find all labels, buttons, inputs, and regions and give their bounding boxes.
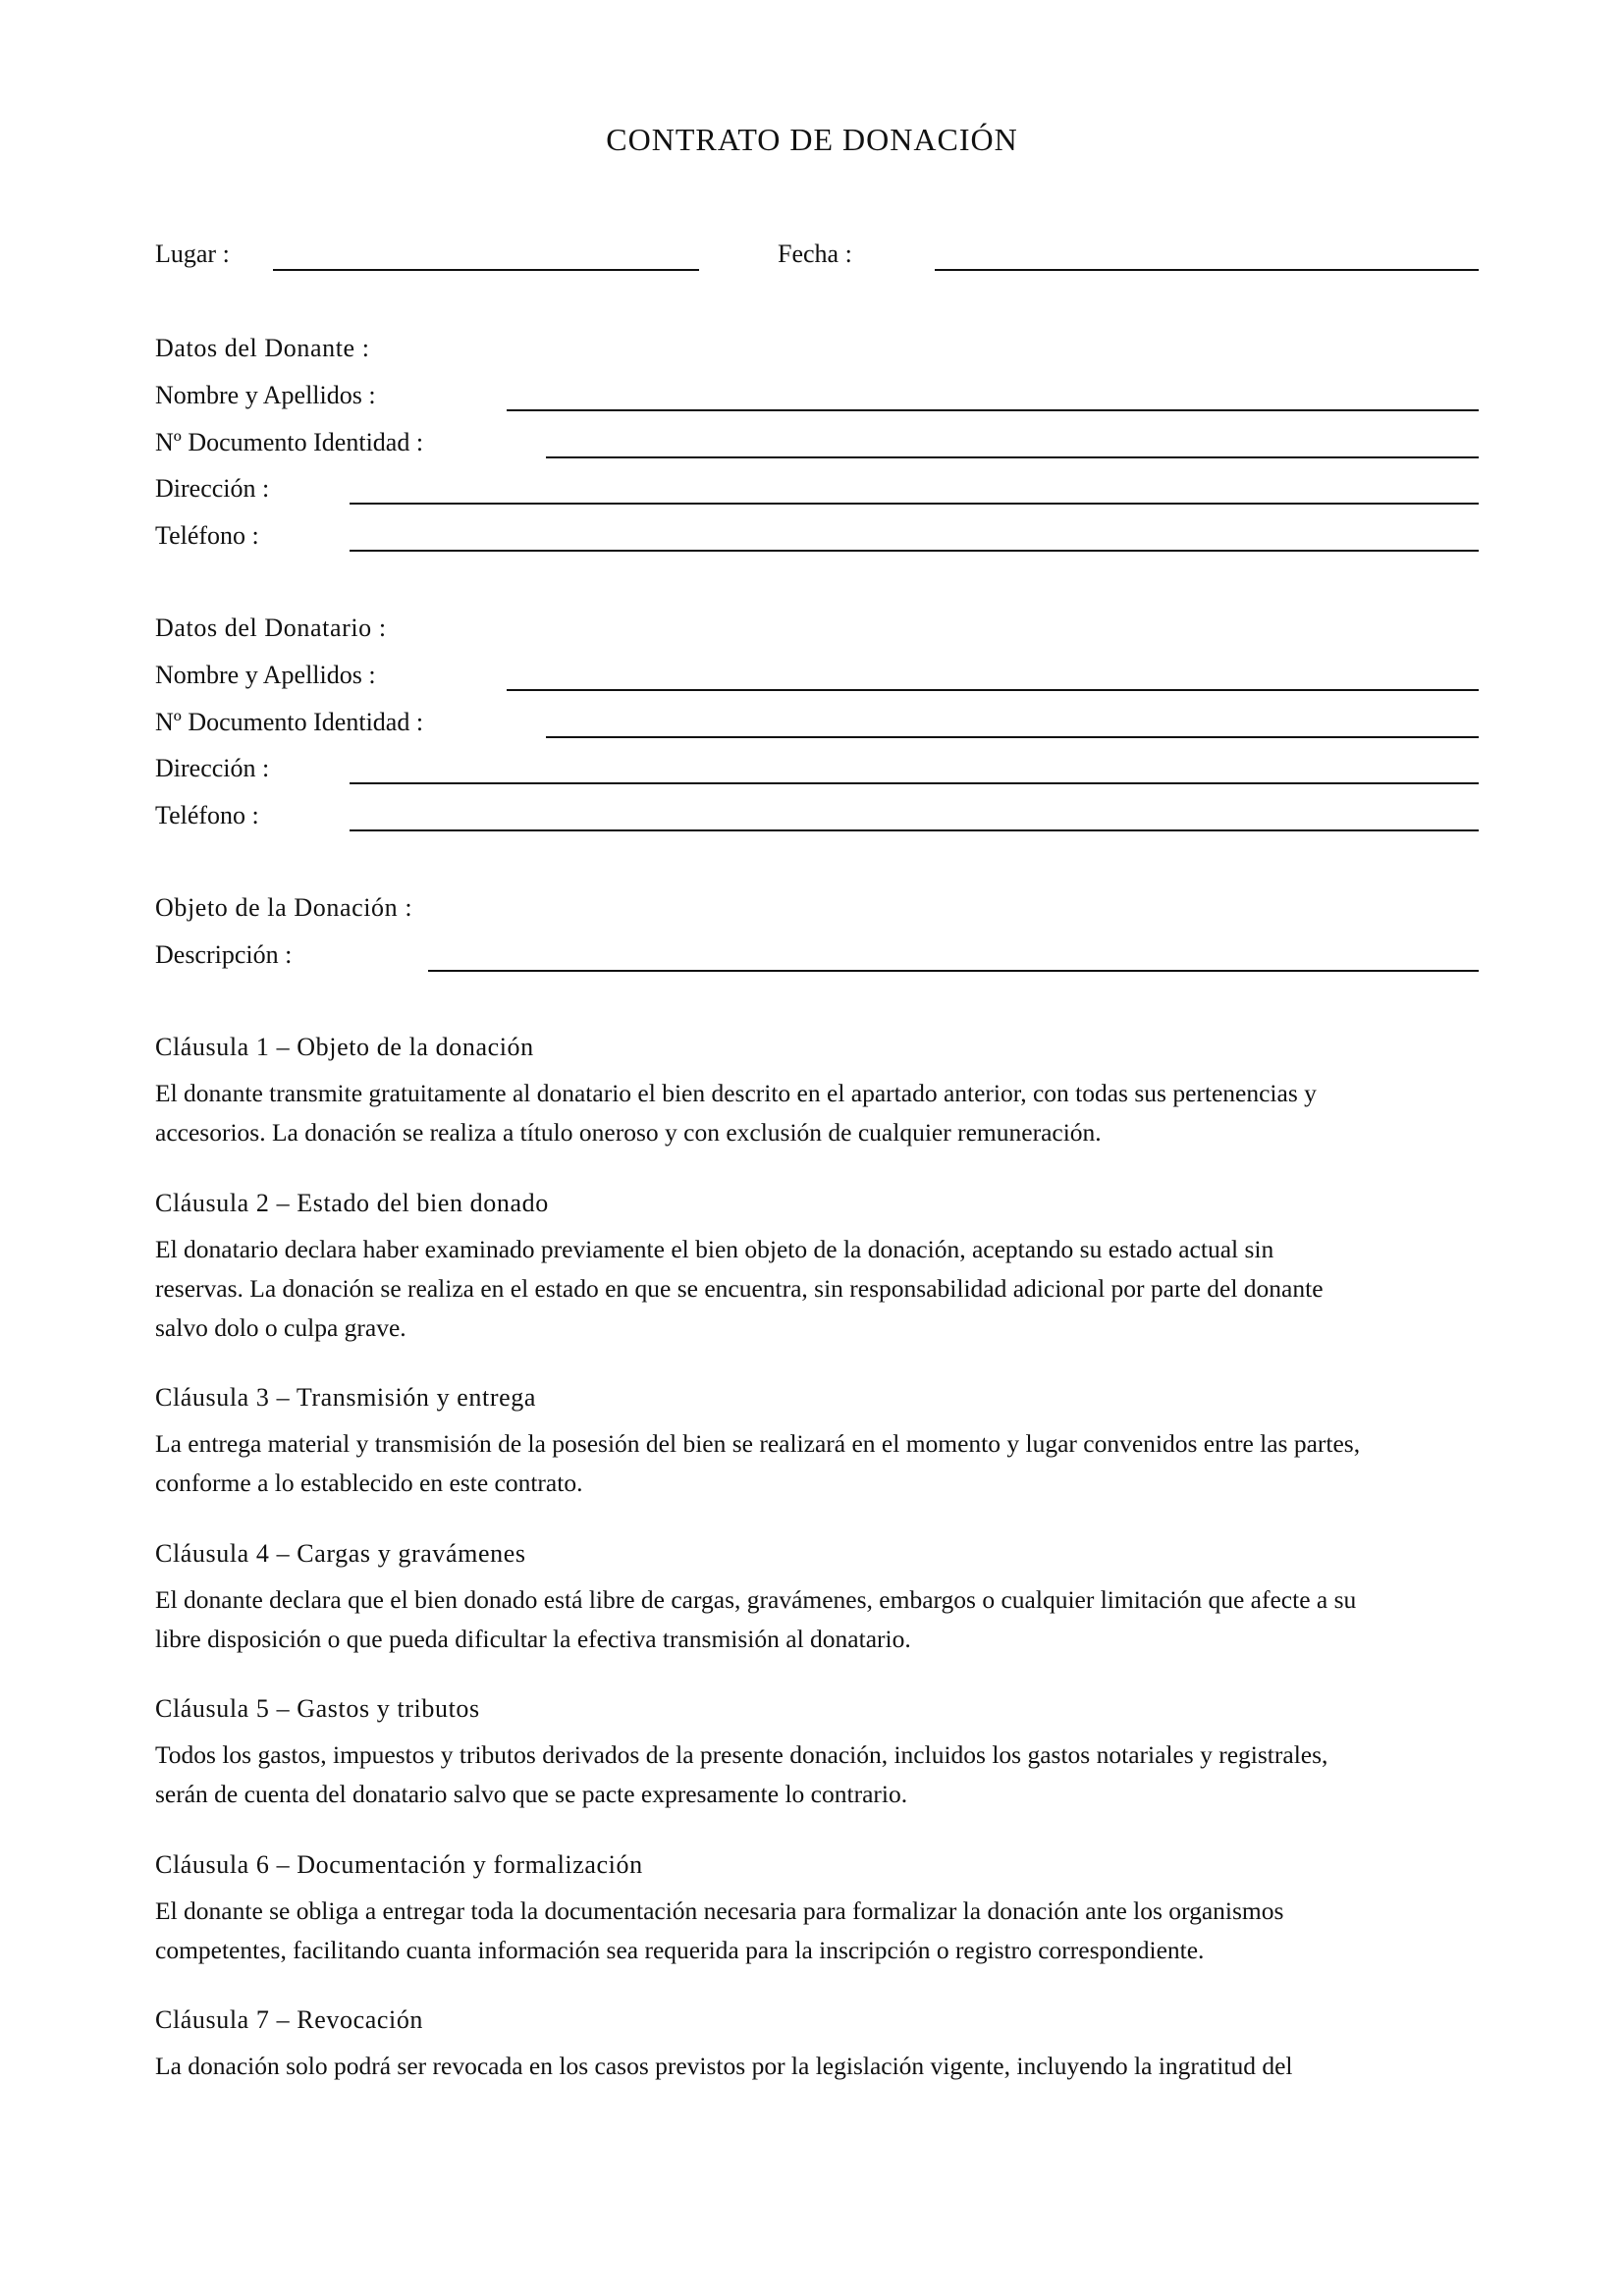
clause-line: competentes, facilitando cuanta información sea requerida para la inscripción o registro correspondiente. [155, 1936, 1205, 1964]
lugar-label: Lugar : [155, 240, 230, 268]
clause-6-title: Cláusula 6 – Documentación y formalización [155, 1850, 643, 1879]
clause-6-text [155, 1892, 1490, 1970]
donante-direccion-label: Dirección : [155, 474, 270, 503]
clause-line: conforme a lo establecido en este contrato. [155, 1468, 583, 1497]
clause-line: El donatario declara haber examinado previamente el bien objeto de la donación, aceptando su estado actual sin [155, 1235, 1274, 1263]
clause-5-title: Cláusula 5 – Gastos y tributos [155, 1694, 480, 1723]
clause-7-title: Cláusula 7 – Revocación [155, 2005, 424, 2034]
donatario-heading: Datos del Donatario : [155, 614, 387, 642]
donatario-documento-label: Nº Documento Identidad : [155, 708, 424, 736]
lugar-field[interactable] [273, 269, 699, 271]
clause-line: libre disposición o que pueda dificultar la efectiva transmisión al donatario. [155, 1625, 911, 1653]
donatario-telefono-label: Teléfono : [155, 801, 259, 829]
clause-line: La entrega material y transmisión de la posesión del bien se realizará en el momento y lugar convenidos entre las partes, [155, 1429, 1361, 1458]
donante-telefono-label: Teléfono : [155, 521, 259, 550]
donante-nombre-label: Nombre y Apellidos : [155, 381, 376, 409]
donatario-telefono-field[interactable] [350, 829, 1479, 831]
clause-3-text [155, 1424, 1490, 1503]
clause-line: salvo dolo o culpa grave. [155, 1313, 406, 1342]
clause-line: reservas. La donación se realiza en el estado en que se encuentra, sin responsabilidad adicional por parte del donante [155, 1274, 1324, 1303]
donante-heading: Datos del Donante : [155, 334, 370, 362]
donante-telefono-field[interactable] [350, 550, 1479, 552]
donatario-documento-field[interactable] [546, 736, 1479, 738]
fecha-label: Fecha : [778, 240, 852, 268]
donatario-direccion-label: Dirección : [155, 754, 270, 782]
descripcion-field[interactable] [428, 970, 1479, 972]
donatario-nombre-field[interactable] [507, 689, 1479, 691]
clause-line: Todos los gastos, impuestos y tributos derivados de la presente donación, incluidos los gastos notariales y registrales, [155, 1740, 1328, 1769]
clause-line: El donante transmite gratuitamente al donatario el bien descrito en el apartado anterior, con todas sus pertenencias y [155, 1079, 1317, 1107]
clause-3-title: Cláusula 3 – Transmisión y entrega [155, 1383, 536, 1412]
donante-nombre-field[interactable] [507, 409, 1479, 411]
clause-2-text [155, 1230, 1490, 1348]
clause-line: El donante se obliga a entregar toda la documentación necesaria para formalizar la donación ante los organismos [155, 1896, 1284, 1925]
clause-2-title: Cláusula 2 – Estado del bien donado [155, 1189, 549, 1217]
clause-1-text [155, 1074, 1490, 1152]
clause-line: accesorios. La donación se realiza a título oneroso y con exclusión de cualquier remuneración. [155, 1118, 1102, 1147]
donatario-direccion-field[interactable] [350, 782, 1479, 784]
clause-4-title: Cláusula 4 – Cargas y gravámenes [155, 1539, 526, 1568]
donante-documento-field[interactable] [546, 456, 1479, 458]
donante-documento-label: Nº Documento Identidad : [155, 428, 424, 456]
descripcion-label: Descripción : [155, 940, 293, 969]
donatario-nombre-label: Nombre y Apellidos : [155, 661, 376, 689]
document-title: CONTRATO DE DONACIÓN [606, 122, 1018, 157]
objeto-heading: Objeto de la Donación : [155, 893, 413, 922]
clause-4-text [155, 1580, 1490, 1659]
clause-7-text [155, 2047, 1490, 2086]
donante-direccion-field[interactable] [350, 503, 1479, 505]
clause-line: El donante declara que el bien donado está libre de cargas, gravámenes, embargos o cualquier limitación que afecte a su [155, 1585, 1357, 1614]
clause-line: serán de cuenta del donatario salvo que se pacte expresamente lo contrario. [155, 1780, 908, 1808]
clause-line: La donación solo podrá ser revocada en los casos previstos por la legislación vigente, incluyendo la ingratitud del [155, 2052, 1293, 2080]
clause-5-text [155, 1735, 1490, 1814]
fecha-field[interactable] [935, 269, 1479, 271]
clause-1-title: Cláusula 1 – Objeto de la donación [155, 1033, 534, 1061]
